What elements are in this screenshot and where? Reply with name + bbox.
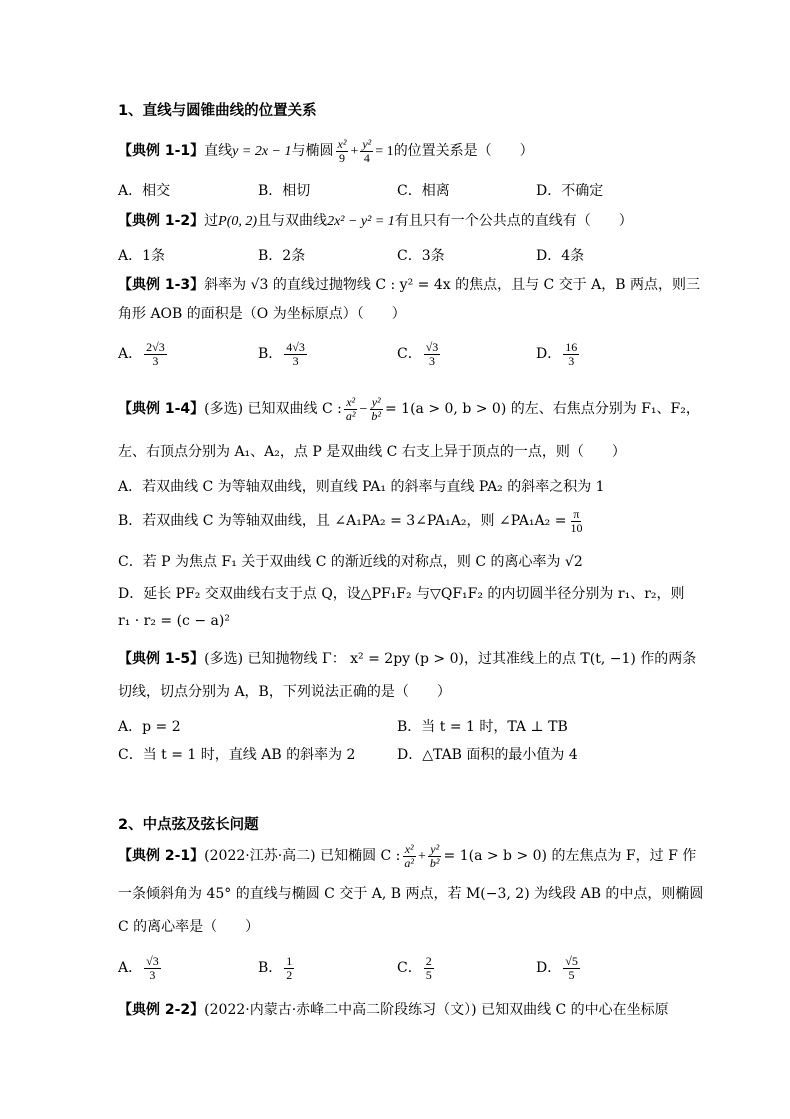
example-2-2 (118, 999, 669, 1019)
option-c: C．当 t = 1 时，直线 AB 的斜率为 2 (118, 747, 356, 763)
numerator: x² (346, 395, 356, 409)
fraction (563, 341, 579, 367)
example-2-1-line3: C 的离心率是（ ） (118, 919, 260, 935)
option-a (118, 955, 163, 981)
text: = 1(a > b > 0) 的左焦点为 F，过 F 作 (443, 848, 697, 865)
fraction (144, 341, 167, 367)
numerator: 2 (425, 954, 432, 968)
option-a: A．相交 (118, 183, 171, 199)
denominator: 9 (338, 150, 345, 165)
text: (2022·内蒙古·赤峰二中高二阶段练习（文）) 已知双曲线 C 的中心在坐标原 (204, 1002, 669, 1018)
example-tag: 【典例 1-3】 (118, 277, 205, 293)
example-tag: 【典例 1-1】 (118, 143, 205, 160)
fraction (360, 138, 373, 164)
fraction (284, 955, 294, 981)
option-c: C．若 P 为焦点 F₁ 关于双曲线 C 的渐近线的对称点，则 C 的离心率为 √2 (118, 554, 583, 570)
example-tag: 【典例 2-1】 (118, 848, 205, 865)
example-1-2 (118, 210, 633, 230)
example-2-1-line2: 一条倾斜角为 45° 的直线与椭圆 C 交于 A, B 两点，若 M(−3, 2) 为线段 AB 的中点，则椭圆 (118, 886, 704, 902)
denominator: 3 (292, 353, 299, 368)
option-d (536, 955, 582, 981)
denominator: 3 (429, 353, 436, 368)
text: 斜率为 √3 的直线过抛物线 C : y² = 4x 的焦点，且与 C 交于 A，B 两点，则三 (204, 277, 700, 293)
numerator: 16 (565, 340, 578, 354)
option-b (258, 955, 296, 981)
text: 且与双曲线 (257, 213, 328, 229)
numerator: 4√3 (286, 340, 305, 354)
denominator: 10 (570, 520, 583, 535)
fraction (568, 508, 584, 534)
example-1-4-line2: 左、右顶点分别为 A₁、A₂，点 P 是双曲线 C 右支上异于顶点的一点，则（ ） (118, 444, 626, 460)
section-title-2: 2、中点弦及弦长问题 (118, 817, 259, 833)
example-1-4: 【典例 1-4】(多选) 已知双曲线 C : $\frac{\text{x²}}{\text{a²}}$ − $\frac{\text{y²}}{\text{b²}}$ = 1(a > 0, b > 0) 的左、右焦点分别为 F₁、F₂， (118, 395, 700, 423)
numerator: x² (337, 137, 347, 151)
text: 有且只有一个公共点的直线有（ ） (394, 213, 633, 229)
example-2-1: 【典例 2-1】(2022·江苏·高二) 已知椭圆 C : $\frac{\text{x²}}{\text{a²}}$ + $\frac{\text{y²}}{\text{b²}}$ = 1(a > b > 0) 的左焦点为 F，过 F 作 (118, 842, 697, 870)
denominator: 3 (152, 353, 159, 368)
example-1-3 (118, 274, 700, 294)
fraction (144, 955, 161, 981)
denominator: 5 (568, 967, 575, 982)
option-b: B．当 t = 1 时，TA ⊥ TB (397, 719, 568, 735)
denominator: a² (345, 408, 356, 423)
option-b: B．相切 (258, 183, 311, 199)
option-label: A． (118, 960, 143, 977)
equation-rhs: = 1 (375, 144, 394, 160)
fraction (563, 955, 580, 981)
denominator: 4 (363, 150, 370, 165)
denominator: 3 (568, 353, 575, 368)
option-b (258, 341, 309, 367)
denominator: b² (429, 855, 440, 870)
denominator: 3 (149, 967, 156, 982)
math-expression: y = 2x − 1 (232, 144, 292, 160)
numerator: √3 (425, 340, 439, 354)
option-d: D．不确定 (536, 183, 604, 199)
example-tag: 【典例 1-2】 (118, 213, 205, 229)
numerator: 1 (286, 954, 293, 968)
option-label: C． (397, 346, 422, 363)
numerator: x² (404, 842, 414, 856)
numerator: √3 (146, 954, 159, 968)
math-expression: P(0, 2) (218, 214, 258, 229)
text: (2022·江苏·高二) 已知椭圆 C : (204, 848, 401, 865)
option-a: A．1条 (118, 248, 166, 264)
option-label: A． (118, 346, 143, 363)
section-title-1: 1、直线与圆锥曲线的位置关系 (118, 103, 317, 119)
text: 直线 (204, 143, 233, 160)
example-1-5-line2: 切线，切点分别为 A，B，下列说法正确的是（ ） (118, 684, 451, 700)
option-b: B．2条 (258, 248, 306, 264)
math-expression: 2x² − y² = 1 (327, 214, 395, 229)
example-tag: 【典例 2-2】 (118, 1002, 205, 1018)
option-d (536, 341, 581, 367)
fraction (424, 955, 434, 981)
denominator: a² (404, 855, 415, 870)
numerator: y² (362, 137, 372, 151)
numerator: π (573, 507, 580, 521)
option-a (118, 341, 169, 367)
example-1-5 (118, 648, 696, 668)
fraction (428, 843, 442, 869)
fraction (336, 138, 349, 164)
fraction (344, 396, 358, 422)
option-d: D．4条 (536, 248, 585, 264)
numerator: √5 (565, 954, 578, 968)
fraction (369, 396, 383, 422)
example-1-3-line2: 角形 AOB 的面积是（O 为坐标原点）（ ） (118, 306, 406, 322)
denominator: 5 (425, 967, 432, 982)
text: 的位置关系是（ ） (393, 143, 534, 160)
text: (多选) 已知抛物线 Γ： x² = 2py (p > 0)，过其准线上的点 T(t, −1) 作的两条 (204, 651, 697, 667)
numerator: y² (430, 842, 440, 856)
text: = 1(a > 0, b > 0) 的左、右焦点分别为 F₁、F₂， (385, 401, 700, 418)
option-d-line2: r₁ · r₂ = (c − a)² (118, 613, 230, 629)
option-d: D．△TAB 面积的最小值为 4 (397, 747, 578, 763)
option-label: D． (536, 960, 562, 977)
option-a: A．若双曲线 C 为等轴双曲线，则直线 PA₁ 的斜率与直线 PA₂ 的斜率之积为 1 (118, 479, 605, 495)
text: 过 (204, 213, 219, 229)
option-label: D． (536, 346, 562, 363)
numerator: 2√3 (146, 340, 165, 354)
option-c (397, 955, 436, 981)
option-c (397, 341, 442, 367)
option-d: D．延长 PF₂ 交双曲线右支于点 Q，设△PF₁F₂ 与▽QF₁F₂ 的内切圆半径分别为 r₁、r₂，则 (118, 586, 685, 602)
option-a: A．p = 2 (118, 719, 181, 735)
option-c: C．3条 (397, 248, 445, 264)
fraction (402, 843, 416, 869)
example-1-1: 【典例 1-1】直线y = 2x − 1与椭圆 $\frac{\text{x²}}{9}$ + $\frac{\text{y²}}{4}$ = 1的位置关系是（ ） (118, 137, 534, 165)
text: (多选) 已知双曲线 C : (204, 401, 342, 418)
text: B．若双曲线 C 为等轴双曲线，且 ∠A₁PA₂ = 3∠PA₁A₂，则 ∠PA₁A₂ = (118, 513, 567, 530)
text: 与椭圆 (291, 143, 334, 160)
option-label: C． (397, 960, 422, 977)
option-b (118, 508, 586, 534)
option-label: B． (258, 346, 283, 363)
numerator: y² (371, 395, 381, 409)
option-label: B． (258, 960, 283, 977)
option-c: C．相离 (397, 183, 450, 199)
fraction (284, 341, 307, 367)
example-tag: 【典例 1-4】 (118, 401, 205, 418)
example-tag: 【典例 1-5】 (118, 651, 205, 667)
denominator: b² (371, 408, 381, 423)
fraction (424, 341, 441, 367)
denominator: 2 (286, 967, 293, 982)
